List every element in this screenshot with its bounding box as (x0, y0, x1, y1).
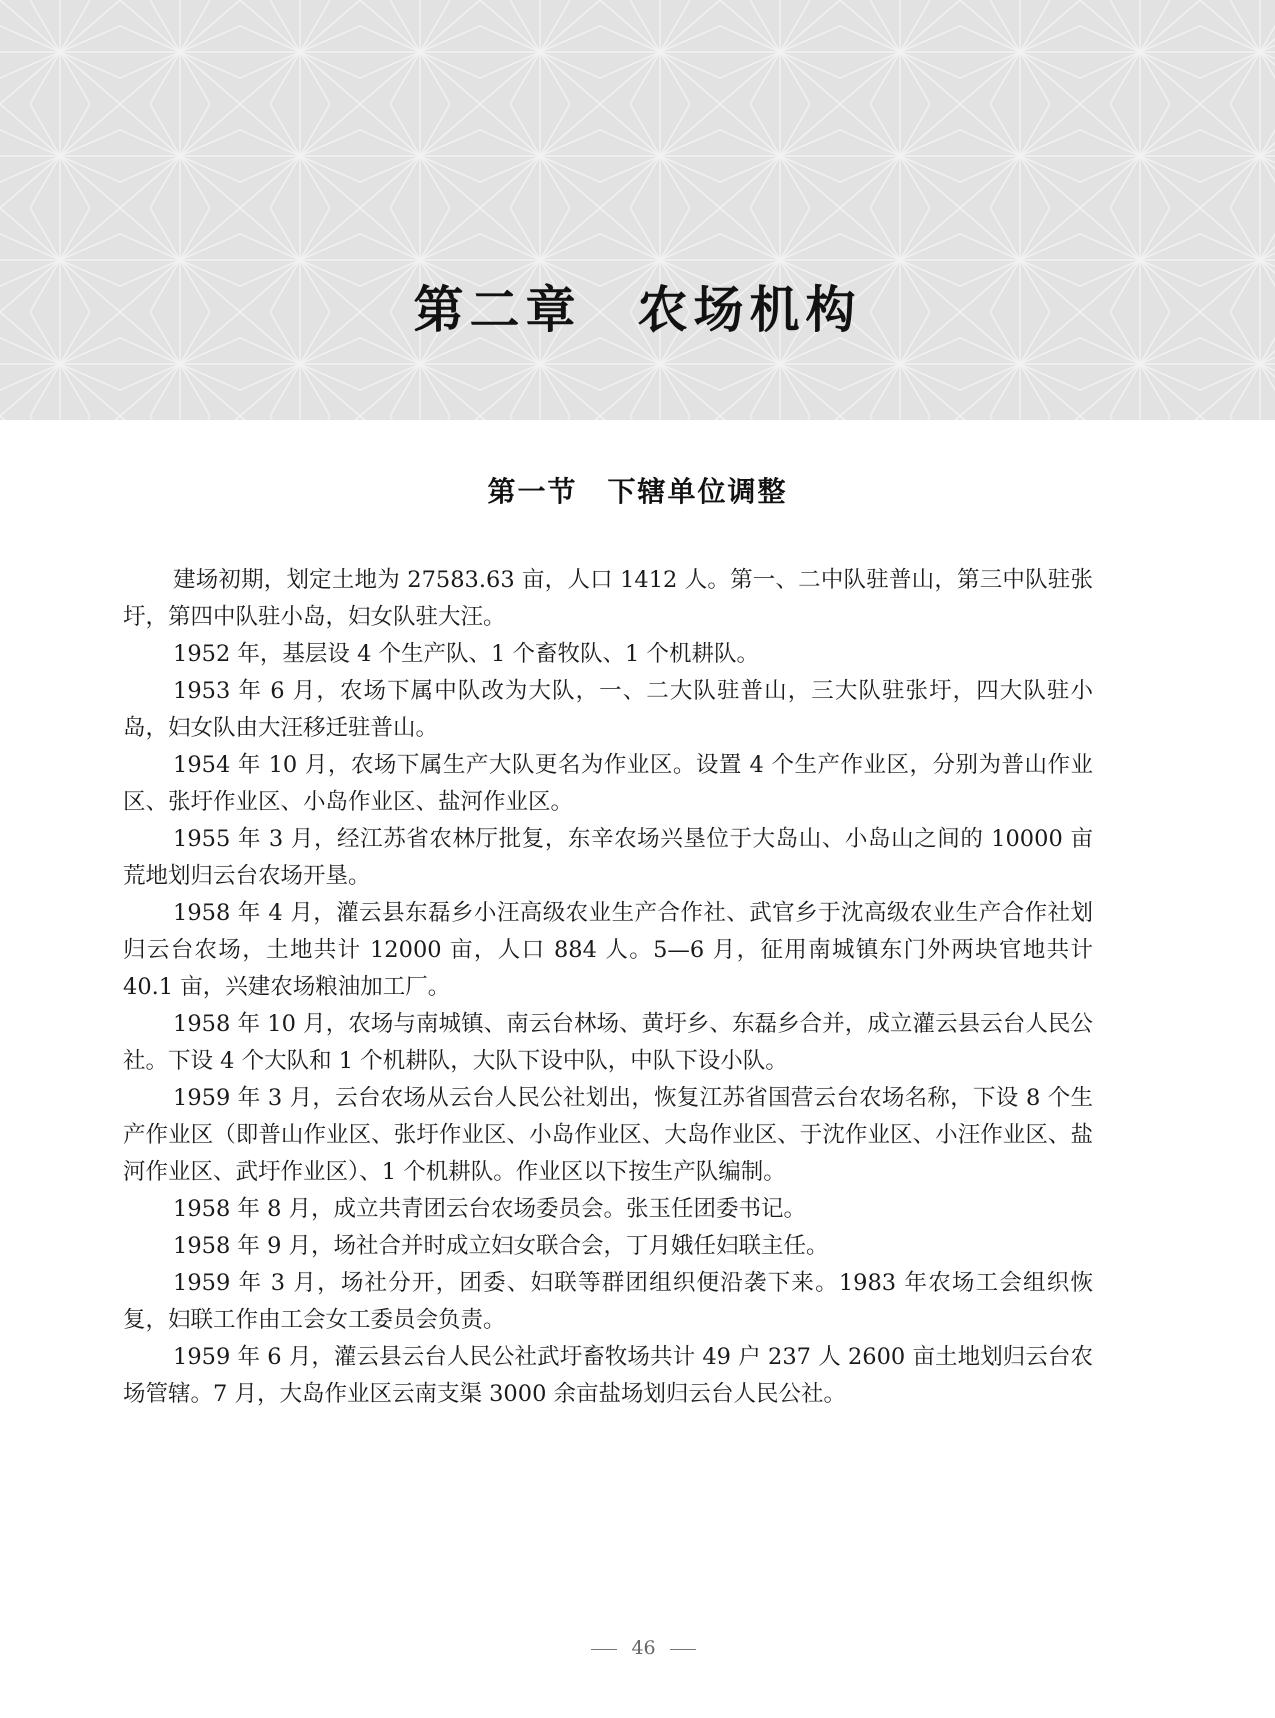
paragraph: 1953 年 6 月，农场下属中队改为大队，一、二大队驻普山，三大队驻张圩，四大队驻小岛，妇女队由大汪移迁驻普山。 (123, 678, 1093, 741)
paragraph: 建场初期，划定土地为 27583.63 亩，人口 1412 人。第一、二中队驻普山，第三中队驻张圩，第四中队驻小岛，妇女队驻大汪。 (123, 567, 1093, 630)
star-pattern-background (0, 0, 1275, 420)
paragraph: 1959 年 6 月，灌云县云台人民公社武圩畜牧场共计 49 户 237 人 2600 亩土地划归云台农场管辖。7 月，大岛作业区云南支渠 3000 余亩盐场划归云台人民公社。 (123, 1344, 1093, 1407)
dash-left (591, 1649, 617, 1650)
dash-right (670, 1649, 696, 1650)
paragraph: 1958 年 9 月，场社合并时成立妇女联合会，丁月娥任妇联主任。 (173, 1233, 829, 1259)
chapter-title: 第二章 农场机构 (413, 281, 862, 339)
page-footer (0, 1615, 1275, 1659)
body-text (123, 562, 1093, 1413)
paragraph: 1959 年 3 月，场社分开，团委、妇联等群团组织便沿袭下来。1983 年农场工会组织恢复，妇联工作由工会女工委员会负责。 (123, 1270, 1093, 1333)
paragraph: 1958 年 10 月，农场与南城镇、南云台林场、黄圩乡、东磊乡合并，成立灌云县云台人民公社。下设 4 个大队和 1 个机耕队，大队下设中队，中队下设小队。 (123, 1011, 1093, 1074)
page-number: 46 (631, 1637, 656, 1659)
paragraph: 1958 年 4 月，灌云县东磊乡小汪高级农业生产合作社、武官乡于沈高级农业生产合作社划归云台农场，土地共计 12000 亩，人口 884 人。5—6 月，征用南城镇东门外两块官地共计 40.1 亩，兴建农场粮油加工厂。 (123, 900, 1093, 1000)
paragraph: 1958 年 8 月，成立共青团云台农场委员会。张玉任团委书记。 (173, 1196, 807, 1222)
chapter-banner (0, 0, 1275, 420)
paragraph: 1959 年 3 月，云台农场从云台人民公社划出，恢复江苏省国营云台农场名称，下设 8 个生产作业区（即普山作业区、张圩作业区、小岛作业区、大岛作业区、于沈作业区、小汪作业区、盐河作业区、武圩作业区）、1 个机耕队。作业区以下按生产队编制。 (123, 1085, 1093, 1185)
paragraph: 1955 年 3 月，经江苏省农林厅批复，东辛农场兴垦位于大岛山、小岛山之间的 10000 亩荒地划归云台农场开垦。 (123, 826, 1093, 889)
paragraph: 1954 年 10 月，农场下属生产大队更名为作业区。设置 4 个生产作业区，分别为普山作业区、张圩作业区、小岛作业区、盐河作业区。 (123, 752, 1093, 815)
section-title: 第一节 下辖单位调整 (487, 475, 788, 508)
paragraph: 1952 年，基层设 4 个生产队、1 个畜牧队、1 个机耕队。 (173, 641, 759, 667)
